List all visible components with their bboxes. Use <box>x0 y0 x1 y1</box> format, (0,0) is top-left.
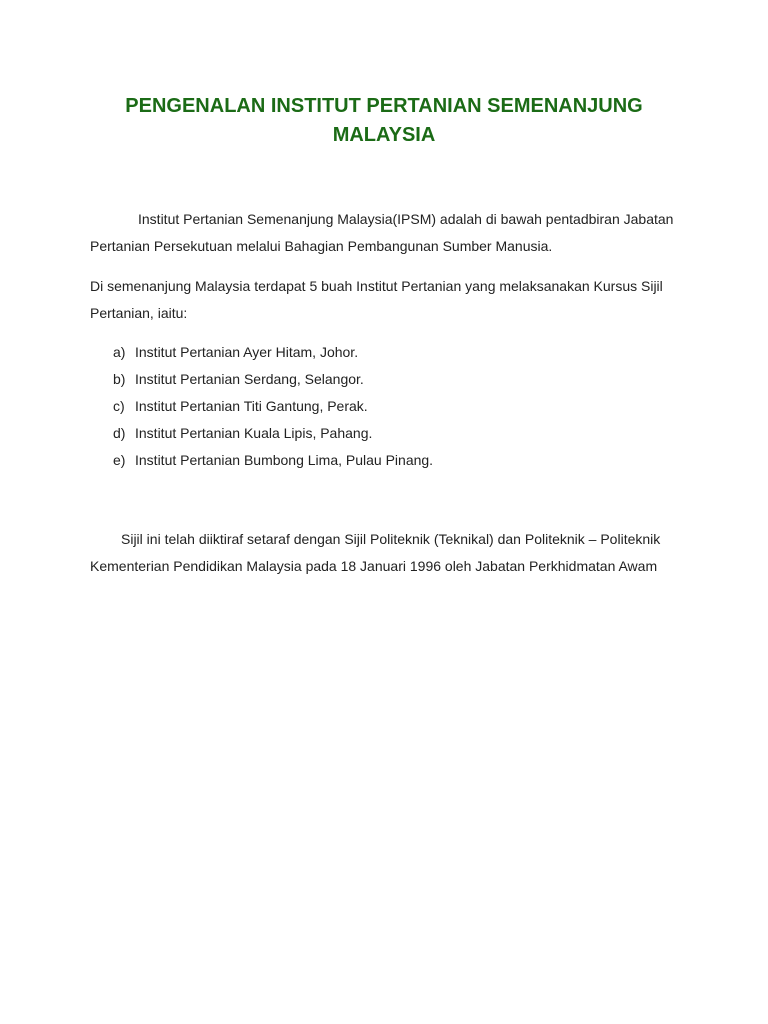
list-item-text: Institut Pertanian Serdang, Selangor. <box>135 371 364 387</box>
title-line-2: MALAYSIA <box>332 124 436 146</box>
list-item <box>90 366 650 393</box>
list-item-text: Institut Pertanian Titi Gantung, Perak. <box>135 398 368 414</box>
institute-list <box>90 339 650 474</box>
list-marker: e) <box>113 452 126 468</box>
list-item <box>90 339 650 366</box>
list-item <box>90 447 650 474</box>
institutes-intro-paragraph <box>90 273 690 327</box>
list-marker: d) <box>113 425 126 441</box>
list-item <box>90 393 650 420</box>
list-marker: b) <box>113 371 126 387</box>
recognition-paragraph-text: Sijil ini telah diiktiraf setaraf dengan Sijil Politeknik (Teknikal) dan Politeknik – Politeknik Kementerian Pendidikan Malaysia pada 18 Januari 1996 oleh Jabatan Perkhidmatan Awam <box>90 531 661 574</box>
list-item <box>90 420 650 447</box>
intro-paragraph <box>90 206 690 260</box>
list-item-text: Institut Pertanian Ayer Hitam, Johor. <box>135 344 359 360</box>
title-line-1: PENGENALAN INSTITUT PERTANIAN SEMENANJUNG <box>125 95 643 117</box>
institutes-intro-text: Di semenanjung Malaysia terdapat 5 buah Institut Pertanian yang melaksanakan Kursus Sijil Pertanian, iaitu: <box>90 278 663 321</box>
list-marker: a) <box>113 344 126 360</box>
recognition-paragraph <box>90 526 690 580</box>
document-title <box>80 92 688 150</box>
list-marker: c) <box>113 398 125 414</box>
list-item-text: Institut Pertanian Bumbong Lima, Pulau Pinang. <box>135 452 434 468</box>
list-item-text: Institut Pertanian Kuala Lipis, Pahang. <box>135 425 373 441</box>
intro-paragraph-text: Institut Pertanian Semenanjung Malaysia(IPSM) adalah di bawah pentadbiran Jabatan Pertanian Persekutuan melalui Bahagian Pembangunan Sumber Manusia. <box>90 211 674 254</box>
